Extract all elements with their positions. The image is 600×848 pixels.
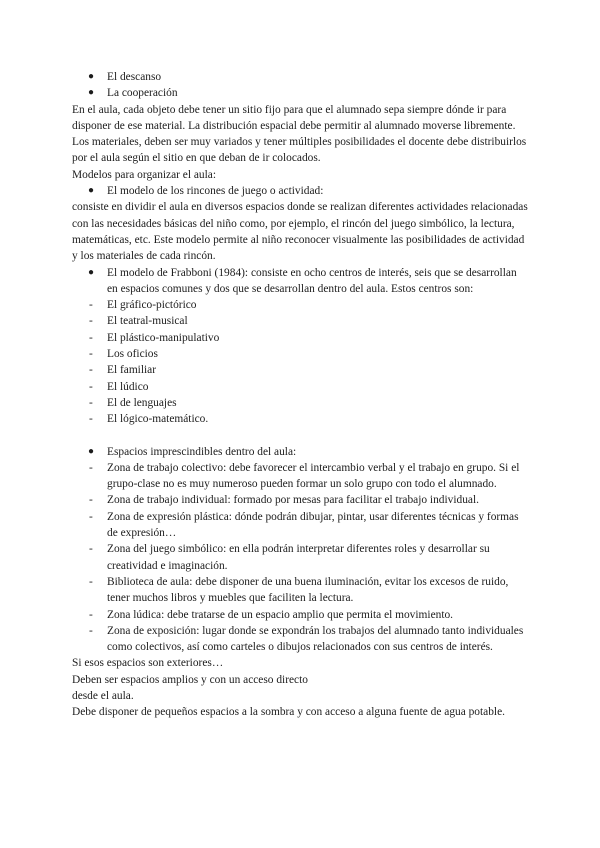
list-item: - El lógico-matemático. — [72, 411, 530, 427]
list-item: - Zona de exposición: lugar donde se expondrán los trabajos del alumnado tanto individuales como colectivos, así como carteles o dibujos relacionados con sus centros de interés. — [89, 624, 524, 654]
bullet-icon: ● — [88, 71, 95, 82]
dash-icon: - — [89, 510, 93, 523]
list-item: ● El modelo de Frabboni (1984): consiste en ocho centros de interés, seis que se desarrollan en espacios comunes y dos que se desarrollan dentro del aula. Estos centros son: — [88, 266, 517, 295]
bullet-icon: ● — [88, 445, 95, 457]
intro-paragraph: En el aula, cada objeto debe tener un sitio fijo para que el alumnado sepa siempre dónde ir para disponer de ese material. La distribución espacial debe permitir al alumnado moverse libremente. Los materiales, deben ser muy variados y tener múltiples posibilidades el docente debe distribuirlos por el aula según el sitio en que deban de ir colocados. — [72, 103, 527, 165]
list-item: - El gráfico-pictórico — [72, 297, 530, 313]
list-item: ● La cooperación — [72, 85, 530, 101]
dash-icon: - — [89, 299, 93, 312]
dash-icon: - — [89, 413, 93, 426]
page-content — [72, 69, 530, 721]
list-item: - Los oficios — [72, 346, 530, 362]
list-item: ● Espacios imprescindibles dentro del aula: — [72, 444, 530, 460]
list-item: - El familiar — [72, 362, 530, 378]
exterior-line: desde el aula. — [72, 689, 134, 702]
dash-icon: - — [89, 331, 93, 344]
exterior-heading: Si esos espacios son exteriores… — [72, 657, 224, 670]
list-item: - Biblioteca de aula: debe disponer de una buena iluminación, evitar los excesos de ruido, tener muchos libros y muebles que faciliten la lectura. — [89, 575, 509, 605]
list-item: - El plástico-manipulativo — [72, 330, 530, 346]
list-item: - Zona del juego simbólico: en ella podrán interpretar diferentes roles y desarrollar su creatividad e imaginación. — [89, 543, 490, 572]
list-item: - El lúdico — [72, 379, 530, 395]
list-item: - Zona de trabajo colectivo: debe favorecer el intercambio verbal y el trabajo en grupo. Si el grupo-clase no es muy numeroso pueden formar un solo grupo con todo el alumnado. — [89, 461, 520, 491]
dash-icon: - — [89, 364, 93, 377]
list-item: - El de lenguajes — [72, 395, 530, 411]
dash-icon: - — [89, 380, 93, 393]
list-item: - El teatral-musical — [72, 313, 530, 329]
models-heading: Modelos para organizar el aula: — [72, 168, 217, 181]
dash-icon: - — [89, 543, 93, 556]
list-item: - Zona de trabajo individual: formado por mesas para facilitar el trabajo individual. — [72, 492, 530, 508]
dash-icon: - — [89, 396, 93, 409]
dash-icon: - — [89, 624, 93, 637]
exterior-paragraph: Debe disponer de pequeños espacios a la sombra y con acceso a alguna fuente de agua potable. — [72, 706, 505, 719]
dash-icon: - — [89, 348, 93, 361]
list-item: ● El modelo de los rincones de juego o actividad: — [72, 183, 530, 199]
dash-icon: - — [89, 494, 93, 507]
bullet-icon: ● — [88, 185, 95, 197]
spacer — [72, 428, 530, 444]
dash-icon: - — [89, 461, 93, 474]
bullet-icon: ● — [88, 87, 95, 99]
list-item: - Zona lúdica: debe tratarse de un espacio amplio que permita el movimiento. — [72, 607, 530, 623]
dash-icon: - — [89, 575, 93, 588]
exterior-line: Deben ser espacios amplios y con un acceso directo — [72, 673, 308, 686]
dash-icon: - — [89, 315, 93, 328]
list-item: - Zona de expresión plástica: dónde podrán dibujar, pintar, usar diferentes técnicas y formas de expresión… — [89, 510, 519, 540]
list-item: ● El descanso — [72, 69, 530, 85]
dash-icon: - — [89, 608, 93, 621]
rincones-description: consiste en dividir el aula en diversos espacios donde se realizan diferentes actividades relacionadas con las necesidades básicas del niño como, por ejemplo, el rincón del juego simbólico, la lectura, matemáticas, etc. Este modelo permite al niño reconocer visualmente las posibilidades de actividad y los materiales de cada rincón. — [72, 201, 528, 263]
bullet-icon: ● — [88, 266, 95, 278]
